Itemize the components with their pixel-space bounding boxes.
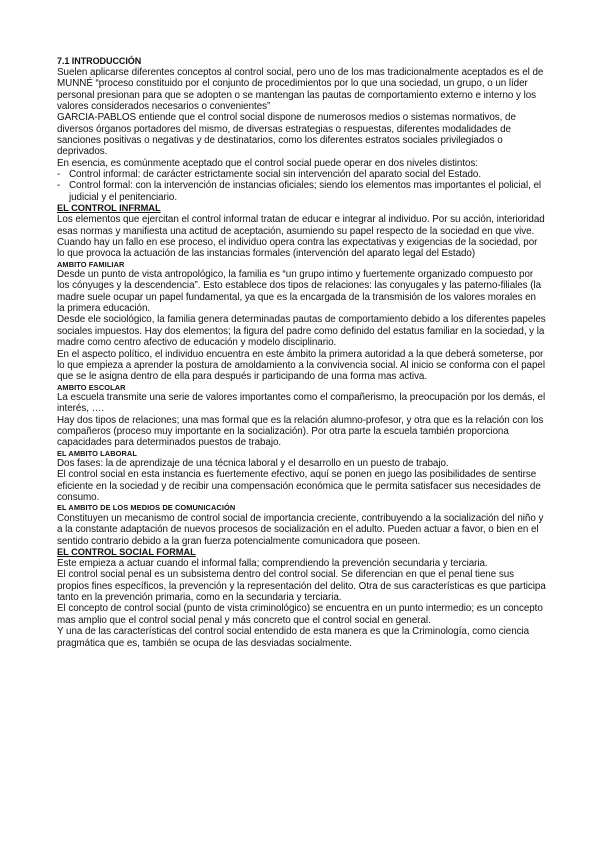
dash-bullet: - — [57, 180, 61, 192]
informal-paragraph: Los elementos que ejercitan el control informal tratan de educar e integrar al individuo. Por su acción, interioridad esas normas y manifiesta una actitud de aceptación, asumiendo su papel respecto de la sociedad en que vive. Cuando hay un fallo en ese proceso, el individuo opera contra las expectativas y exigencias de la sociedad, por lo que provoca la actuación de las instancias formales (intervención del aparato legal del Estado) — [57, 214, 545, 260]
subheading-ambito-laboral: EL AMBITO LABORAL — [57, 448, 137, 458]
subheading-ambito-medios: EL AMBITO DE LOS MEDIOS DE COMUNICACIÓN — [57, 503, 236, 513]
subheading-ambito-familiar: AMBITO FAMILIAR — [57, 259, 125, 269]
list-item-control-formal — [57, 180, 546, 203]
dash-bullet: - — [57, 169, 61, 181]
section-heading-control-formal: EL CONTROL SOCIAL FORMAL — [57, 546, 196, 557]
familiar-paragraph-sociologico: Desde ele sociológico, la familia genera determinadas pautas de comportamiento debido a los diferentes papeles sociales impuestos. Hay dos elementos; la figura del padre como definido del estatus familiar en la sociedad, y la madre como centro afectivo de educación y modelo disciplinario. — [57, 314, 546, 349]
formal-paragraph-inicio: Este empieza a actuar cuando el informal falla; comprendiendo la prevención secundaria y terciaria. — [57, 558, 488, 570]
document-title: 7.1 INTRODUCCIÓN — [57, 56, 142, 66]
document-page — [57, 56, 546, 649]
section-heading-control-informal: EL CONTROL INFRMAL — [57, 203, 161, 214]
intro-paragraph-niveles: En esencia, es comúnmente aceptado que el control social puede operar en dos niveles distintos: — [57, 157, 478, 169]
formal-paragraph-concepto: El concepto de control social (punto de vista criminológico) se encuentra en un punto intermedio; es un concepto mas amplio que el control social penal y más concreto que el control social en general. — [57, 603, 543, 626]
laboral-paragraph-control: El control social en esta instancia es fuertemente efectivo, aquí se ponen en juego las posibilidades de sentirse eficiente en la sociedad y de recibir una compensación económica que le permita satisfacer sus necesidades de consumo. — [57, 469, 541, 504]
intro-paragraph-munne: Suelen aplicarse diferentes conceptos al control social, pero uno de los mas tradicionalmente aceptados es el de MUNNÉ “proceso constituido por el conjunto de procedimientos por lo que una sociedad, un grupo, o un líder personal presionan para que se adopten o se mantengan las pautas de comportamiento externo e interno y los valores considerados necesarios o convenientes” — [57, 67, 544, 113]
subheading-ambito-escolar: AMBITO ESCOLAR — [57, 382, 126, 392]
list-item-control-informal — [57, 169, 546, 180]
niveles-list — [57, 169, 546, 203]
list-item-text: Control formal: con la intervención de instancias oficiales; siendo los elementos mas importantes el policial, el judicial y el penitenciario. — [69, 180, 542, 203]
familiar-paragraph-antropologico: Desde un punto de vista antropológico, la familia es “un grupo intimo y fuertemente organizado compuesto por los cónyuges y la descendencia”. Esto establece dos tipos de relaciones: las conyugales y las paterno-filiales (la madre suele ocupar un papel fundamental, ya que es la encargada de la transmisión de los valores morales en la primera educación. — [57, 269, 542, 315]
formal-paragraph-penal: El control social penal es un subsistema dentro del control social. Se diferencian en que el penal tiene sus propios fines específicos, la prevención y la representación del delito. Otra de sus características es que participa tanto en la prevención primaria, como en la secundaria y terciaria. — [57, 569, 546, 604]
escolar-paragraph-relaciones: Hay dos tipos de relaciones; una mas formal que es la relación alumno-profesor, y otra que es la relación con los compañeros (proceso muy importante en la socialización). Por otra parte la escuela también proporciona capacidades para determinados puestos de trabajo. — [57, 414, 544, 449]
formal-paragraph-criminologia: Y una de las características del control social entendido de esta manera es que la Criminología, como ciencia pragmática que es, también se ocupa de las desviadas socialmente. — [57, 626, 530, 649]
list-item-text: Control informal: de carácter estrictamente social sin intervención del aparato social del Estado. — [69, 169, 482, 181]
intro-paragraph-garcia-pablos: GARCIA-PABLOS entiende que el control social dispone de numerosos medios o sistemas normativos, de diversos órganos portadores del mismo, de diversas estrategias o respuestas, diferentes modalidades de sanciones positivas o negativas y de destinatarios, como los diferentes estratos sociales privilegiados o deprivados. — [57, 112, 516, 158]
escolar-paragraph-valores: La escuela transmite una serie de valores importantes como el compañerismo, la preocupación por los demás, el interés, …. — [57, 391, 546, 415]
medios-paragraph: Constituyen un mecanismo de control social de importancia creciente, contribuyendo a la socialización del niño y a la constante adaptación de nuevos procesos de socialización en el adulto. Pueden actuar a favor, o bien en el sentido contrario debido a la gran fuerza potencialmente comunicadora que poseen. — [57, 512, 544, 547]
familiar-paragraph-politico: En el aspecto político, el individuo encuentra en este ámbito la primera autoridad a la que deberá someterse, por lo que empieza a aprender la postura de amoldamiento a la convivencia social. Al inicio se conforma con el papel que se le asigna dentro de ella para después ir participando de una forma mas activa. — [57, 348, 545, 383]
laboral-paragraph-fases: Dos fases: la de aprendizaje de una técnica laboral y el desarrollo en un puesto de trabajo. — [57, 458, 449, 470]
